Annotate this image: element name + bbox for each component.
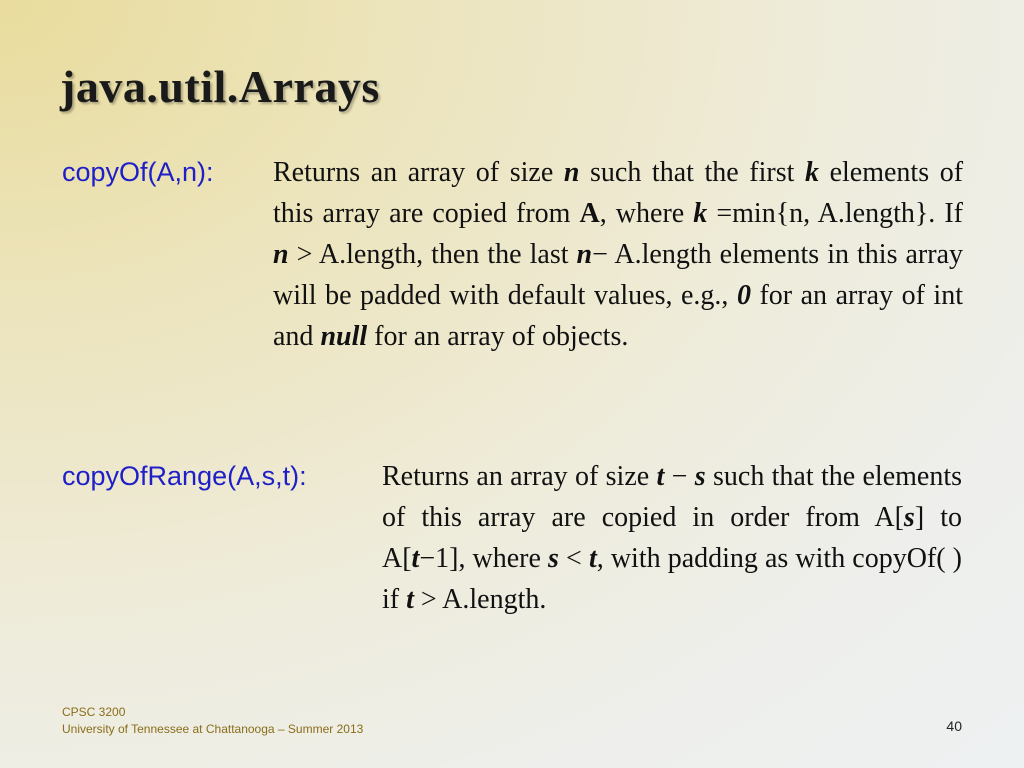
bold-term: A [579,198,600,229]
description-text: −1], where [419,543,549,574]
emphasized-term: s [548,543,559,574]
emphasized-term: t [656,461,665,492]
description-text: for an array of objects. [367,321,629,352]
description-text: > A.length, then the last [288,239,577,270]
emphasized-term: t [588,543,597,574]
emphasized-term: t [406,584,414,615]
emphasized-term: n [576,239,593,270]
footer-institution: University of Tennessee at Chattanooga – Summer 2013 [62,722,364,736]
description-text: , with padding as with copyOf( ) if [382,543,963,615]
description-text: =min{n, A.length}. If [707,198,964,229]
emphasized-term: null [320,321,368,352]
description-text: ] to A[ [382,502,962,574]
emphasized-term: k [805,157,819,188]
emphasized-term: t [411,543,420,574]
description-text: Returns an array of size [382,461,657,492]
page-number: 40 [946,718,962,734]
slide-footer [62,704,363,738]
description-text: such that the first [579,157,805,188]
emphasized-term: n [563,157,580,188]
description-text: , where [599,198,694,229]
description-text: − [664,461,695,492]
method-description-copyof [273,152,963,357]
emphasized-term: n [273,239,289,270]
description-text: − A.length elements in this array will be padded with default values, e.g., [273,239,964,311]
description-text: > A.length. [413,584,547,615]
description-text: elements of this array are copied from [273,157,964,229]
emphasized-term: k [693,198,708,229]
description-text: Returns an array of size [273,157,564,188]
emphasized-term: s [694,461,706,492]
method-name-copyof: copyOf(A,n): [62,157,214,187]
description-text: < [558,543,589,574]
emphasized-term: 0 [736,280,751,311]
description-text: such that the elements of this array are copied in order from A[ [382,461,963,533]
slide-title: java.util.Arrays [60,61,380,112]
emphasized-term: s [903,502,915,533]
footer-course: CPSC 3200 [62,705,126,719]
method-name-copyofrange: copyOfRange(A,s,t): [62,461,307,491]
method-description-copyofrange [382,456,962,620]
description-text: for an array of int and [273,280,963,352]
